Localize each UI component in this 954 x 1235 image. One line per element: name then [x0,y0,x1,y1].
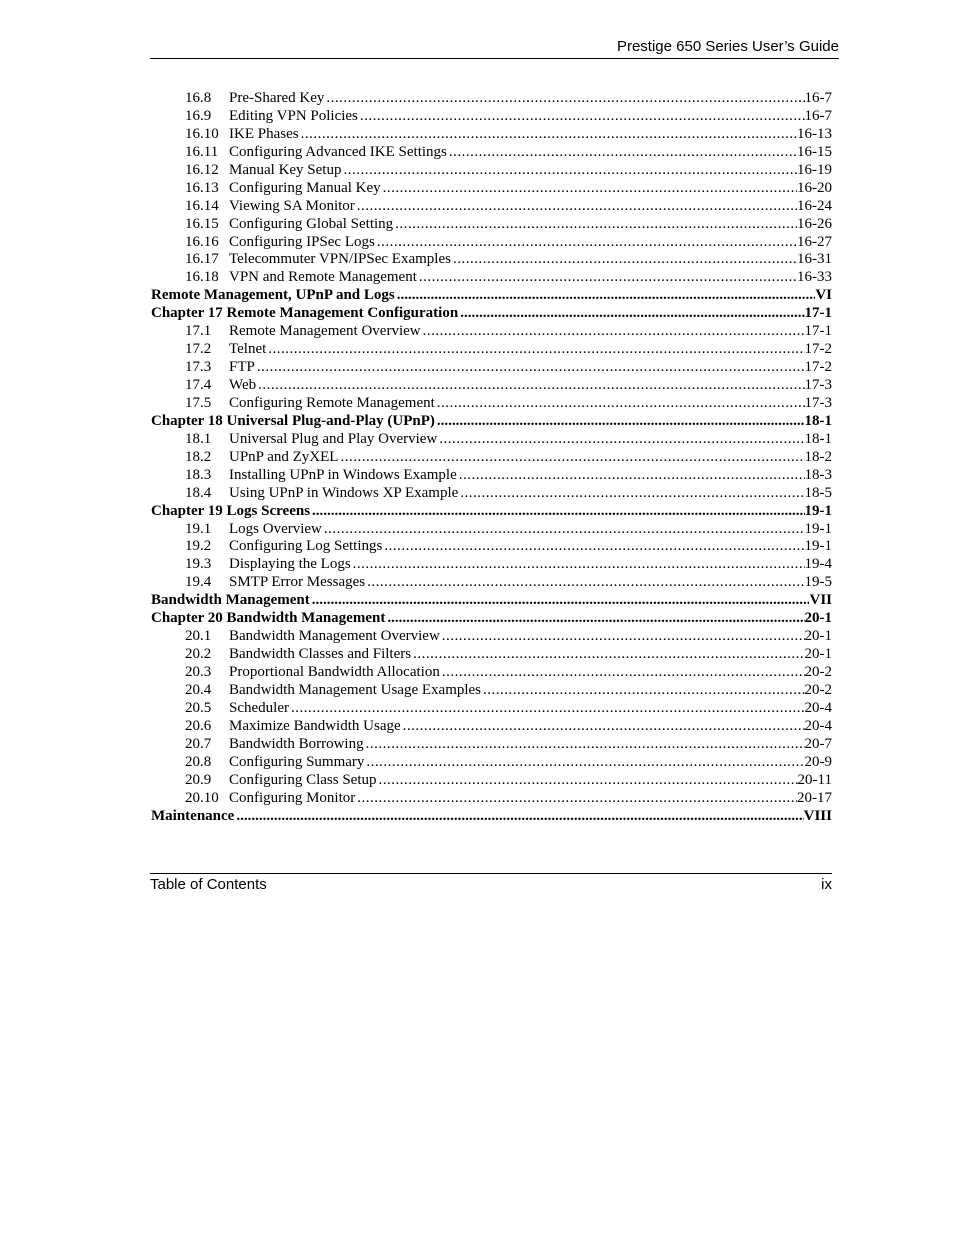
toc-entry[interactable] [151,377,832,395]
toc-entry-page: 19-4 [804,556,832,573]
dot-leader [377,772,798,790]
toc-entry-number: 18.4 [185,484,212,501]
page-header [150,37,839,59]
dot-leader [255,359,805,377]
toc-entry-number: 16.8 [185,90,212,106]
toc-entry-title: Configuring Log Settings [229,538,383,555]
toc-entry[interactable] [151,108,832,126]
toc-entry[interactable] [151,90,832,108]
toc-heading-entry[interactable] [151,503,832,521]
toc-entry-page: 16-19 [797,161,832,178]
page-number: ix [821,876,832,893]
toc-entry[interactable] [151,216,832,234]
toc-entry[interactable] [151,341,832,359]
dot-leader [364,754,804,772]
dot-leader [299,126,797,144]
table-of-contents [151,90,832,825]
dot-leader [458,485,804,503]
toc-entry-page: 16-7 [804,90,832,106]
toc-entry[interactable] [151,467,832,485]
toc-entry-title: Configuring Manual Key [229,179,381,196]
dot-leader [440,664,805,682]
dot-leader [364,736,805,754]
toc-entry-number: 19.1 [185,520,212,537]
toc-entry-page: 20-7 [804,735,832,752]
toc-entry[interactable] [151,431,832,449]
toc-entry-number: 20.3 [185,664,212,680]
toc-entry-page: 20-1 [804,628,832,645]
toc-entry-page: 20-4 [804,699,832,716]
toc-entry[interactable] [151,538,832,556]
toc-entry-number: 20.2 [185,646,212,663]
toc-entry[interactable] [151,323,832,341]
dot-leader [421,323,805,341]
toc-entry-page: 17-3 [804,394,832,411]
dot-leader [256,377,804,395]
dot-leader [440,628,805,646]
toc-entry-number: 17.3 [185,359,212,376]
toc-entry[interactable] [151,556,832,574]
toc-entry[interactable] [151,754,832,772]
toc-entry-title: Displaying the Logs [229,556,351,573]
toc-entry-number: 17.5 [185,394,212,411]
dot-leader [351,556,805,574]
toc-entry-title: Maintenance [151,807,235,824]
toc-entry-page: 18-2 [804,448,832,465]
toc-entry[interactable] [151,485,832,503]
toc-entry-number: 20.5 [185,699,212,716]
toc-entry[interactable] [151,162,832,180]
toc-entry[interactable] [151,700,832,718]
toc-entry-title: VPN and Remote Management [229,269,417,286]
toc-entry-title: Configuring Global Setting [229,215,394,232]
dot-leader [310,503,804,521]
toc-entry-page: 18-1 [804,412,832,429]
toc-entry-number: 16.15 [185,215,219,232]
toc-entry-title: Telnet [229,341,267,358]
toc-entry[interactable] [151,198,832,216]
toc-entry-title: Remote Management Overview [229,323,421,340]
toc-entry-title: Chapter 18 Universal Plug-and-Play (UPnP) [151,412,435,429]
toc-entry-page: 20-1 [804,610,832,627]
dot-leader [355,790,797,808]
dot-leader [341,162,797,180]
toc-entry-title: Web [229,377,257,393]
toc-entry-title: Manual Key Setup [229,161,342,178]
toc-heading-entry[interactable] [151,305,832,323]
toc-heading-entry[interactable] [151,808,832,826]
toc-entry-page: 20-11 [797,771,832,788]
toc-entry[interactable] [151,628,832,646]
guide-title: Prestige 650 Series User’s Guide [616,38,839,55]
toc-heading-entry[interactable] [151,610,832,628]
dot-leader [447,144,797,162]
toc-entry-number: 16.13 [185,179,219,196]
toc-entry-number: 16.10 [185,125,219,142]
toc-entry-title: Scheduler [229,699,289,716]
dot-leader [382,538,804,556]
toc-entry-page: 20-1 [804,646,832,663]
dot-leader [322,521,805,539]
toc-entry-title: Pre-Shared Key [229,90,325,106]
toc-entry-title: Logs Overview [229,520,322,537]
dot-leader [435,413,805,431]
toc-entry-title: IKE Phases [229,125,299,142]
toc-entry-title: Configuring IPSec Logs [229,233,375,250]
dot-leader [481,682,804,700]
toc-entry[interactable] [151,395,832,413]
toc-entry-page: 19-1 [804,502,832,519]
dot-leader [381,180,797,198]
toc-entry-title: Universal Plug and Play Overview [229,430,438,447]
toc-entry-page: 16-26 [797,215,832,232]
toc-heading-entry[interactable] [151,287,832,305]
toc-entry-number: 20.8 [185,753,212,770]
toc-entry-number: 20.7 [185,735,212,752]
toc-entry-page: 16-24 [797,197,832,214]
toc-entry-title: Chapter 17 Remote Management Configuration [151,305,459,322]
toc-entry[interactable] [151,234,832,252]
dot-leader [458,305,804,323]
dot-leader [401,718,805,736]
toc-entry-page: 20-17 [797,789,832,806]
toc-entry-title: Bandwidth Borrowing [229,735,364,752]
toc-entry-number: 16.11 [185,143,219,160]
toc-entry[interactable] [151,269,832,287]
toc-entry[interactable] [151,521,832,539]
toc-entry-number: 18.1 [185,430,212,447]
toc-entry-number: 20.1 [185,628,212,645]
toc-entry-title: SMTP Error Messages [229,574,366,591]
footer-section-title: Table of Contents [150,876,267,893]
dot-leader [375,234,797,252]
toc-entry-title: FTP [229,359,255,376]
toc-entry[interactable] [151,646,832,664]
toc-entry-number: 19.2 [185,538,212,555]
dot-leader [358,108,805,126]
toc-entry-number: 17.1 [185,323,212,340]
toc-entry[interactable] [151,790,832,808]
toc-entry-number: 16.17 [185,251,219,268]
toc-entry-title: Remote Management, UPnP and Logs [151,287,395,304]
toc-entry-title: Maximize Bandwidth Usage [229,717,401,734]
toc-entry-page: 17-1 [804,323,832,340]
toc-entry-title: Telecommuter VPN/IPSec Examples [229,251,451,268]
toc-entry-number: 16.16 [185,233,219,250]
toc-entry-page: 19-5 [804,574,832,591]
toc-entry[interactable] [151,718,832,736]
dot-leader [437,431,804,449]
toc-entry-page: 16-15 [797,143,832,160]
toc-entry-title: Editing VPN Policies [229,107,358,124]
toc-entry-page: VII [809,592,832,609]
dot-leader [289,700,805,718]
toc-entry-number: 16.14 [185,197,219,214]
toc-entry-title: Configuring Remote Management [229,394,435,411]
toc-entry-number: 20.4 [185,681,212,698]
toc-entry-page: 20-2 [804,664,832,680]
toc-entry-page: 20-9 [804,753,832,770]
dot-leader [310,592,810,610]
toc-entry-title: Bandwidth Management Usage Examples [229,681,482,698]
toc-entry-number: 17.4 [185,377,212,393]
toc-entry-number: 18.3 [185,466,212,483]
toc-entry-page: 18-1 [804,430,832,447]
toc-entry-page: 16-7 [804,107,832,124]
toc-entry-page: 17-1 [804,305,832,322]
toc-entry[interactable] [151,682,832,700]
toc-entry[interactable] [151,449,832,467]
dot-leader [355,198,797,216]
dot-leader [393,216,797,234]
toc-entry-title: Bandwidth Classes and Filters [229,646,412,663]
toc-entry-page: 16-33 [797,269,832,286]
toc-entry-number: 20.9 [185,771,212,788]
toc-entry-number: 20.6 [185,717,212,734]
toc-entry-title: Chapter 20 Bandwidth Management [151,610,386,627]
dot-leader [266,341,804,359]
toc-entry-page: 17-2 [804,359,832,376]
toc-entry-page: 17-3 [804,377,832,393]
toc-entry[interactable] [151,772,832,790]
toc-entry-number: 16.18 [185,269,219,286]
toc-entry-page: 16-20 [797,179,832,196]
dot-leader [395,287,816,305]
toc-entry[interactable] [151,736,832,754]
toc-entry-title: Configuring Class Setup [229,771,377,788]
dot-leader [411,646,804,664]
toc-entry-number: 16.12 [185,161,219,178]
toc-entry[interactable] [151,144,832,162]
toc-entry-page: 17-2 [804,341,832,358]
toc-entry-page: 19-1 [804,538,832,555]
toc-entry[interactable] [151,359,832,377]
toc-entry[interactable] [151,574,832,592]
toc-entry-title: Proportional Bandwidth Allocation [229,664,440,680]
toc-entry-number: 19.3 [185,556,212,573]
toc-entry-title: UPnP and ZyXEL [229,448,339,465]
dot-leader [324,90,804,108]
dot-leader [417,269,797,287]
toc-entry-title: Using UPnP in Windows XP Example [229,484,459,501]
toc-entry-page: 16-27 [797,233,832,250]
toc-entry[interactable] [151,126,832,144]
toc-heading-entry[interactable] [151,413,832,431]
dot-leader [457,467,805,485]
toc-entry[interactable] [151,664,832,682]
dot-leader [338,449,804,467]
toc-entry-title: Configuring Monitor [229,789,356,806]
toc-entry-title: Configuring Summary [229,753,365,770]
dot-leader [385,610,804,628]
toc-entry-page: 20-2 [804,681,832,698]
toc-entry-page: 19-1 [804,520,832,537]
toc-entry-page: 18-3 [804,466,832,483]
page-footer [150,873,832,895]
toc-entry-page: 16-31 [797,251,832,268]
toc-entry-page: 20-4 [804,717,832,734]
toc-entry-page: 18-5 [804,484,832,501]
toc-entry-title: Configuring Advanced IKE Settings [229,143,447,160]
toc-entry-number: 17.2 [185,341,212,358]
dot-leader [365,574,804,592]
toc-entry-number: 16.9 [185,107,212,124]
toc-entry-page: VI [815,287,832,304]
toc-entry-number: 19.4 [185,574,212,591]
dot-leader [234,808,803,826]
toc-entry-title: Bandwidth Management [151,592,310,609]
toc-entry-page: 16-13 [797,125,832,142]
dot-leader [451,251,797,269]
toc-entry-title: Bandwidth Management Overview [229,628,440,645]
toc-entry-title: Chapter 19 Logs Screens [151,502,311,519]
toc-entry-page: VIII [803,807,832,824]
toc-entry[interactable] [151,251,832,269]
dot-leader [435,395,805,413]
toc-entry-title: Viewing SA Monitor [229,197,355,214]
toc-entry-title: Installing UPnP in Windows Example [229,466,457,483]
toc-entry-number: 20.10 [185,789,219,806]
toc-entry-number: 18.2 [185,448,212,465]
toc-entry[interactable] [151,180,832,198]
toc-heading-entry[interactable] [151,592,832,610]
